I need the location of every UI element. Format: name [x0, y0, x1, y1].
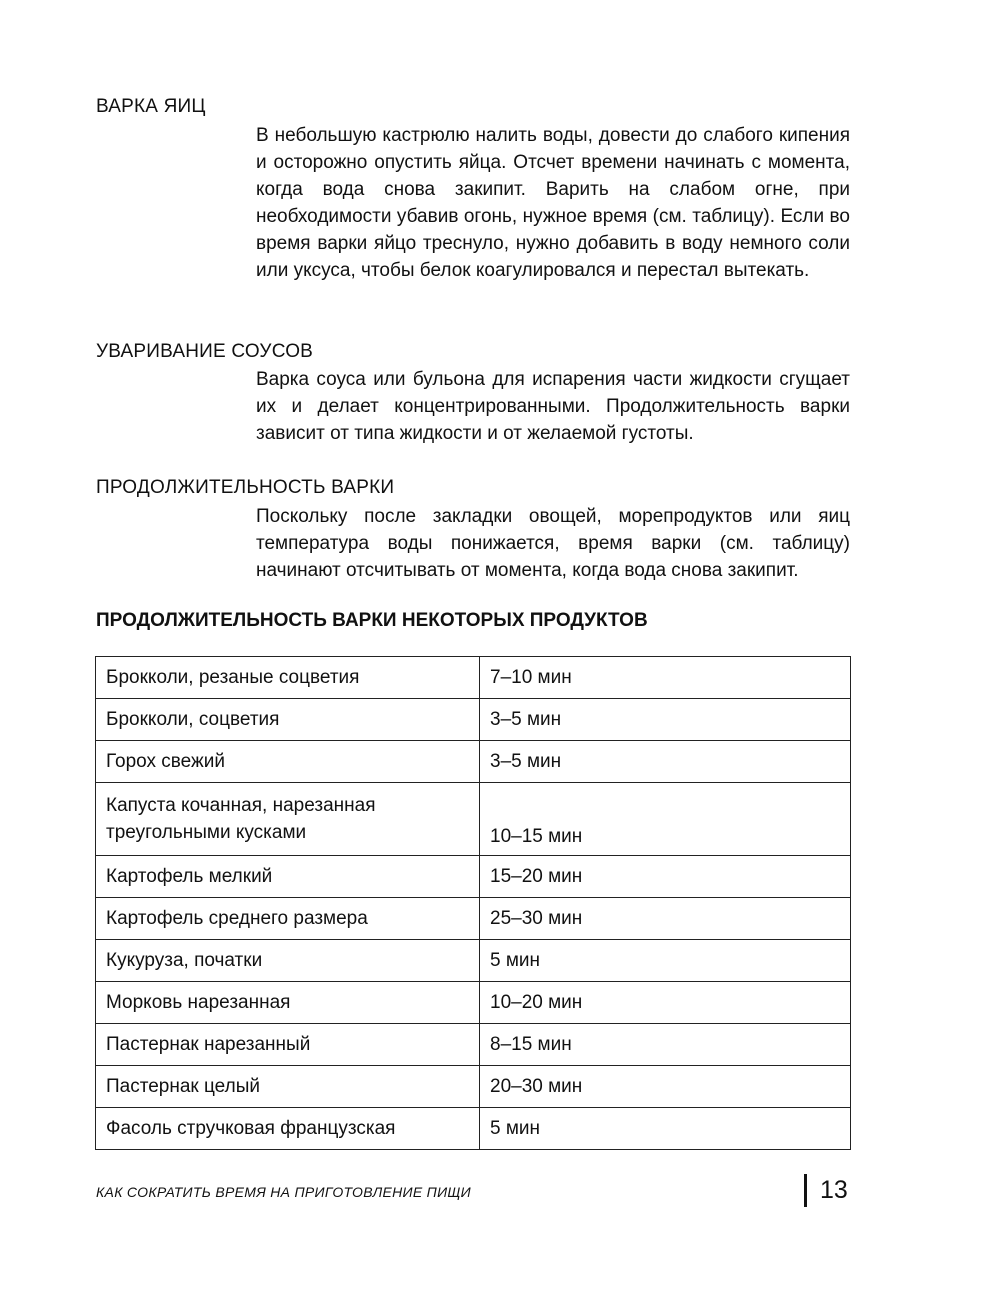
cooking-time-cell: 25–30 мин: [480, 898, 851, 940]
product-name-cell: Фасоль стручковая французская: [96, 1108, 480, 1150]
cooking-time-cell: 7–10 мин: [480, 657, 851, 699]
cooking-time-cell: 15–20 мин: [480, 856, 851, 898]
section-title-cooking-duration: ПРОДОЛЖИТЕЛЬНОСТЬ ВАРКИ: [96, 477, 395, 498]
table-row: [96, 856, 851, 898]
cooking-time-cell: 8–15 мин: [480, 1024, 851, 1066]
section-body-egg-boiling: В небольшую кастрюлю налить воды, довести до слабого кипения и осторожно опустить яйца. Отсчет времени начинать с момента, когда вода снова закипит. Варить на слабом огне, при необходимости убавив огонь, нужное время (см. таблицу). Если во время варки яйцо треснуло, нужно добавить в воду немного соли или уксуса, чтобы белок коагулировался и перестал вытекать.: [256, 125, 850, 281]
product-name-cell: Брокколи, резаные соцветия: [96, 657, 480, 699]
table-row: [96, 1066, 851, 1108]
product-name-cell: Горох свежий: [96, 741, 480, 783]
section-title-sauce-reduction: УВАРИВАНИЕ СОУСОВ: [96, 341, 314, 362]
table-title: ПРОДОЛЖИТЕЛЬНОСТЬ ВАРКИ НЕКОТОРЫХ ПРОДУКТОВ: [96, 610, 648, 631]
table-row: [96, 657, 851, 699]
product-name-cell: Кукуруза, початки: [96, 940, 480, 982]
cooking-time-cell: 5 мин: [480, 940, 851, 982]
table-row: [96, 783, 851, 856]
cooking-time-table: [95, 656, 851, 1150]
table-row: [96, 940, 851, 982]
section-title-egg-boiling: ВАРКА ЯИЦ: [96, 96, 206, 117]
section-body-cooking-duration: Поскольку после закладки овощей, морепродуктов или яиц температура воды понижается, время варки (см. таблицу) начинают отсчитывать от момента, когда вода снова закипит.: [256, 506, 850, 581]
cooking-time-cell: 20–30 мин: [480, 1066, 851, 1108]
table-row: [96, 741, 851, 783]
section-body-sauce-reduction: Варка соуса или бульона для испарения части жидкости сгущает их и делает концентрированными. Продолжительность варки зависит от типа жидкости и от желаемой густоты.: [256, 369, 850, 444]
table-row: [96, 1024, 851, 1066]
running-title: КАК СОКРАТИТЬ ВРЕМЯ НА ПРИГОТОВЛЕНИЕ ПИЩИ: [96, 1184, 471, 1200]
table-row: [96, 898, 851, 940]
product-name-cell: Брокколи, соцветия: [96, 699, 480, 741]
table-row: [96, 699, 851, 741]
cooking-time-cell: 3–5 мин: [480, 741, 851, 783]
footer-divider: [804, 1174, 807, 1207]
table-row: [96, 982, 851, 1024]
table-row: [96, 1108, 851, 1150]
product-name-cell: Пастернак целый: [96, 1066, 480, 1108]
page-number: 13: [820, 1176, 848, 1204]
cooking-time-cell: 3–5 мин: [480, 699, 851, 741]
cooking-time-cell: 5 мин: [480, 1108, 851, 1150]
product-name-cell: Пастернак нарезанный: [96, 1024, 480, 1066]
product-name-cell: Картофель мелкий: [96, 856, 480, 898]
cooking-time-cell: 10–15 мин: [480, 783, 851, 856]
product-name-cell: Капуста кочанная, нарезанная треугольными кусками: [96, 783, 480, 856]
product-name-cell: Морковь нарезанная: [96, 982, 480, 1024]
product-name-cell: Картофель среднего размера: [96, 898, 480, 940]
cooking-time-cell: 10–20 мин: [480, 982, 851, 1024]
